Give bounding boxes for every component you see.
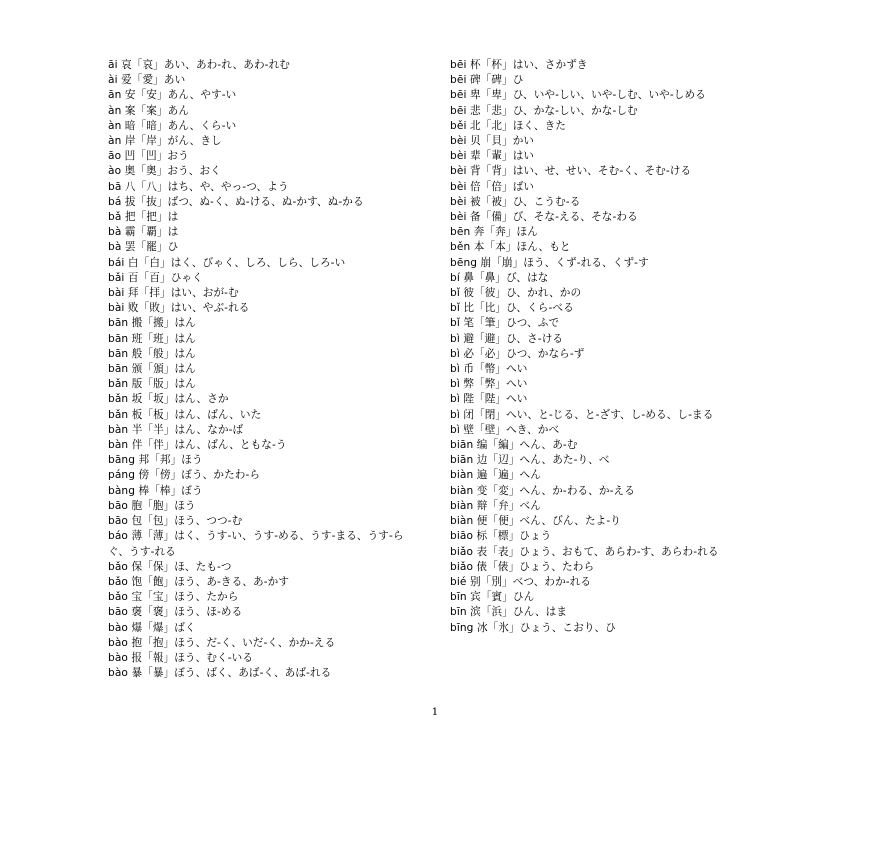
dictionary-entry: bèi 被「被」ひ、こうむ-る [450,195,581,208]
dictionary-entry: bīn 滨「浜」ひん、はま [450,606,568,619]
dictionary-entry: bǎn 版「版」はん [108,378,196,391]
dictionary-entry: biǎo 表「表」ひょう、おもて、あらわ-す、あらわ-れる [450,545,719,558]
dictionary-entry: bēi 碑「碑」ひ [450,74,524,87]
dictionary-entry: bào 暴「暴」ぼう、ばく、あば-く、あば-れる [108,667,332,680]
dictionary-entry: bái 白「白」はく、びゃく、しろ、しら、しろ-い [108,256,346,269]
dictionary-entry: bié 别「別」べつ、わか-れる [450,575,592,588]
dictionary-entry: bàng 棒「棒」ぼう [108,484,203,497]
left-column [108,58,420,681]
dictionary-entry: bì 必「必」ひつ、かなら-ず [450,347,585,360]
dictionary-entry: bǎn 坂「坂」はん、さか [108,393,229,406]
dictionary-entry: bì 币「幣」へい [450,363,528,376]
dictionary-entry: bí 鼻「鼻」び、はな [450,271,549,284]
dictionary-entry: bàn 伴「伴」はん、ばん、ともな-う [108,439,287,452]
dictionary-entry: bǎo 饱「飽」ほう、あ-きる、あ-かす [108,575,290,588]
dictionary-entry: biān 编「編」へん、あ-む [450,439,578,452]
dictionary-entry: bài 败「敗」はい、やぶ-れる [108,302,250,315]
dictionary-entry: biàn 遍「遍」へん [450,469,541,482]
dictionary-entry: bǐ 比「比」ひ、くら-べる [450,302,574,315]
dictionary-entry: bān 般「般」はん [108,347,196,360]
dictionary-entry: āi 哀「哀」あい、あわ-れ、あわ-れむ [108,59,290,71]
page-number: 1 [431,706,439,718]
dictionary-entry: bèi 备「備」び、そな-える、そな-わる [450,211,638,224]
dictionary-entry: biàn 便「便」べん、びん、たよ-り [450,515,621,528]
dictionary-entry: báo 薄「薄」はく、うす-い、うす-める、うす-まる、うす-らぐ、うす-れる [108,530,404,558]
dictionary-entry: àn 岸「岸」がん、きし [108,135,222,148]
dictionary-entry: běn 本「本」ほん、もと [450,241,571,254]
dictionary-entry: bēng 崩「崩」ほう、くず-れる、くず-す [450,256,649,269]
dictionary-entry: biāo 标「標」ひょう [450,530,552,543]
dictionary-entry: bàn 半「半」はん、なか-ば [108,423,244,436]
dictionary-entry: bào 报「報」ほう、むく-いる [108,651,254,664]
dictionary-entry: bǎo 保「保」ほ、たも-つ [108,560,232,573]
dictionary-entry: bá 拔「抜」ばつ、ぬ-く、ぬ-ける、ぬ-かす、ぬ-かる [108,195,364,208]
dictionary-entry: àn 暗「暗」あん、くら-い [108,119,237,132]
dictionary-entry: bì 弊「弊」へい [450,378,528,391]
dictionary-entry: bāo 胞「胞」ほう [108,499,196,512]
dictionary-entry: bāng 邦「邦」ほう [108,454,203,467]
right-column [450,58,756,636]
dictionary-entry: bǎ 把「把」は [108,211,179,224]
dictionary-entry: ài 爱「愛」あい [108,74,186,87]
dictionary-entry: bèi 倍「倍」ばい [450,180,535,193]
dictionary-entry: páng 傍「傍」ぼう、かたわ-ら [108,469,261,482]
dictionary-entry: bān 班「班」はん [108,332,196,345]
dictionary-entry: biàn 辩「弁」べん [450,499,541,512]
dictionary-entry: āo 凹「凹」おう [108,150,189,163]
dictionary-entry: bèi 贝「貝」かい [450,135,535,148]
dictionary-entry: biǎo 俵「俵」ひょう、たわら [450,560,595,573]
dictionary-entry: bēi 杯「杯」はい、さかずき [450,59,588,71]
dictionary-entry: bì 避「避」ひ、さ-ける [450,332,564,345]
dictionary-entry: bāo 包「包」ほう、つつ-む [108,515,243,528]
dictionary-entry: bǐ 笔「筆」ひつ、ふで [450,317,560,330]
dictionary-entry: bào 爆「爆」ばく [108,621,196,634]
dictionary-entry: bà 霸「覇」は [108,226,179,239]
dictionary-entry: biān 边「辺」へん、あた-り、べ [450,454,610,467]
dictionary-entry: bì 壁「壁」へき、かべ [450,423,560,436]
dictionary-entry: bǎi 百「百」ひゃく [108,271,203,284]
dictionary-entry: bǎo 宝「宝」ほう、たから [108,591,239,604]
dictionary-entry: bèi 辈「輩」はい [450,150,535,163]
dictionary-entry: biàn 变「変」へん、か-わる、か-える [450,484,635,497]
dictionary-entry: bèi 背「背」はい、せ、せい、そむ-く、そむ-ける [450,165,692,178]
dictionary-entry: bǎn 板「板」はん、ばん、いた [108,408,262,421]
dictionary-entry: bīng 冰「氷」ひょう、こおり、ひ [450,621,616,634]
dictionary-entry: bēi 卑「卑」ひ、いや-しい、いや-しむ、いや-しめる [450,89,706,102]
dictionary-entry: bì 陛「陛」へい [450,393,528,406]
dictionary-entry: bǐ 彼「彼」ひ、かれ、かの [450,287,582,300]
dictionary-entry: bēn 奔「奔」ほん [450,226,538,239]
dictionary-entry: bīn 宾「賓」ひん [450,591,535,604]
dictionary-entry: bài 拜「拝」はい、おが-む [108,287,239,300]
dictionary-entry: ào 奥「奥」おう、おく [108,165,221,178]
dictionary-entry: àn 案「案」あん [108,104,190,117]
dictionary-entry: bān 搬「搬」はん [108,317,196,330]
dictionary-entry: běi 北「北」ほく、きた [450,119,566,132]
dictionary-entry: bēi 悲「悲」ひ、かな-しい、かな-しむ [450,104,638,117]
dictionary-entry: bì 闭「閉」へい、と-じる、と-ざす、し-める、し-まる [450,408,714,421]
dictionary-entry: bào 抱「抱」ほう、だ-く、いだ-く、かか-える [108,636,336,649]
dictionary-entry: bà 罢「罷」ひ [108,241,179,254]
dictionary-entry: bā 八「八」はち、や、やっ-つ、よう [108,180,289,193]
dictionary-entry: ān 安「安」あん、やす-い [108,89,237,102]
dictionary-entry: bān 颁「頒」はん [108,363,196,376]
dictionary-entry: bāo 褒「褒」ほう、ほ-める [108,606,243,619]
